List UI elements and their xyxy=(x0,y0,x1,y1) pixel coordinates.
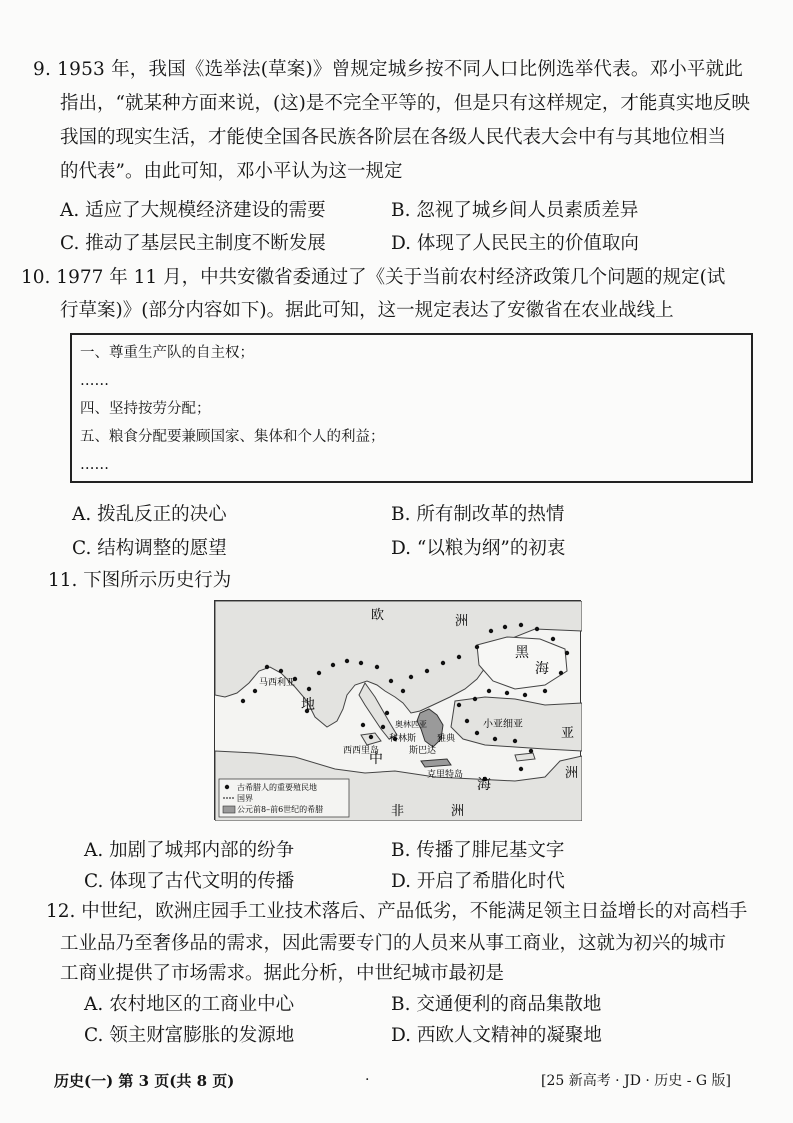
colony-dot xyxy=(381,725,385,729)
colony-dot xyxy=(543,689,547,693)
colony-dot xyxy=(523,693,527,697)
q9-option-d: D. 体现了人民民主的价值取向 xyxy=(391,233,639,254)
q10-option-d: D. “以粮为纲”的初衷 xyxy=(391,538,566,559)
policy-excerpt-box xyxy=(70,333,753,483)
q10-option-a: A. 拨乱反正的决心 xyxy=(72,504,227,525)
map-graphic xyxy=(215,601,582,821)
colony-dot xyxy=(559,671,563,675)
label-black-sea-2: 海 xyxy=(535,661,549,677)
colony-dot xyxy=(265,665,269,669)
colony-dot xyxy=(307,687,311,691)
colony-dot xyxy=(505,691,509,695)
q9-option-a: A. 适应了大规模经济建设的需要 xyxy=(60,200,326,221)
colony-dot xyxy=(317,671,321,675)
label-massalia: 马西利亚 xyxy=(259,678,296,688)
label-africa-2: 洲 xyxy=(451,804,465,819)
colony-dot xyxy=(457,703,461,707)
q12-option-c: C. 领主财富膨胀的发源地 xyxy=(84,1025,295,1046)
q9-stem-line-4: 的代表”。由此可知，邓小平认为这一规定 xyxy=(60,161,403,182)
colony-dot xyxy=(489,629,493,633)
colony-dot xyxy=(345,659,349,663)
colony-dot xyxy=(241,699,245,703)
colony-dot xyxy=(519,623,523,627)
q10-option-c: C. 结构调整的愿望 xyxy=(72,538,227,559)
q11-stem: 11. 下图所示历史行为 xyxy=(48,570,232,591)
label-asia-2: 洲 xyxy=(565,766,579,781)
q12-stem-line-1: 12. 中世纪，欧洲庄园手工业技术落后、产品低劣，不能满足领主日益增长的对高档手 xyxy=(46,901,748,922)
q11-option-a: A. 加剧了城邦内部的纷争 xyxy=(84,840,295,861)
label-asia-minor: 小亚细亚 xyxy=(483,719,523,730)
q10-stem-line-1: 10. 1977 年 11 月，中共安徽省委通过了《关于当前农村经济政策几个问题的规定(试 xyxy=(21,267,726,288)
colony-dot xyxy=(465,719,469,723)
label-europe-2: 洲 xyxy=(455,614,469,629)
q9-option-c: C. 推动了基层民主制度不断发展 xyxy=(60,233,326,254)
excerpt-line: …… xyxy=(80,373,109,389)
colony-dot xyxy=(513,739,517,743)
q12-option-d: D. 西欧人文精神的凝聚地 xyxy=(391,1025,602,1046)
colony-dot xyxy=(529,749,533,753)
label-europe-1: 欧 xyxy=(371,608,385,623)
label-di: 地 xyxy=(301,697,315,713)
colony-dot xyxy=(401,689,405,693)
colony-dot xyxy=(475,645,479,649)
q9-option-b: B. 忽视了城乡间人员素质差异 xyxy=(391,200,639,221)
colony-dot xyxy=(519,767,523,771)
excerpt-line: 四、坚持按劳分配； xyxy=(80,401,211,417)
label-sicily: 西西里岛 xyxy=(343,746,380,756)
colony-dot xyxy=(359,661,363,665)
colony-dot xyxy=(389,679,393,683)
colony-dot xyxy=(503,625,507,629)
colony-dot xyxy=(279,669,283,673)
colony-dot xyxy=(473,697,477,701)
colony-dot xyxy=(425,669,429,673)
q11-option-c: C. 体现了古代文明的传播 xyxy=(84,871,295,892)
label-sparta: 斯巴达 xyxy=(409,746,437,756)
q12-option-b: B. 交通便利的商品集散地 xyxy=(391,994,602,1015)
colony-dot xyxy=(535,627,539,631)
legend-greece-text: 公元前8–前6世纪的希腊 xyxy=(237,805,324,814)
colony-dot xyxy=(253,689,257,693)
legend-border-text: 国界 xyxy=(237,794,253,803)
label-hai: 海 xyxy=(477,777,491,793)
q10-option-b: B. 所有制改革的热情 xyxy=(391,504,565,525)
q11-option-d: D. 开启了希腊化时代 xyxy=(391,871,565,892)
excerpt-line: …… xyxy=(80,457,109,473)
q9-stem-line-2: 指出，“就某种方面来说，(这)是不完全平等的，但是只有这样规定，才能真实地反映 xyxy=(60,93,750,114)
crete-island xyxy=(421,759,451,767)
map-legend xyxy=(219,779,349,817)
q11-option-b: B. 传播了腓尼基文字 xyxy=(391,840,565,861)
label-crete: 克里特岛 xyxy=(427,770,464,780)
label-africa-1: 非 xyxy=(391,804,405,819)
colony-dot xyxy=(565,651,569,655)
excerpt-line: 一、尊重生产队的自主权； xyxy=(80,345,254,361)
label-asia-1: 亚 xyxy=(561,726,575,741)
q9-stem-line-3: 我国的现实生活，才能使全国各民族各阶层在各级人民代表大会中有与其地位相当 xyxy=(60,127,727,148)
colony-dot xyxy=(369,735,373,739)
greek-colonization-map xyxy=(214,600,581,820)
colony-dot xyxy=(361,723,365,727)
page-footer-dot: . xyxy=(365,1068,370,1084)
label-corinth: 科林斯 xyxy=(389,734,417,744)
label-athens: 雅典 xyxy=(437,734,456,744)
legend-colony-symbol xyxy=(225,785,229,789)
q12-stem-line-3: 工商业提供了市场需求。据此分析，中世纪城市最初是 xyxy=(60,963,505,984)
excerpt-line: 五、粮食分配要兼顾国家、集体和个人的利益； xyxy=(80,429,385,445)
legend-greece-symbol xyxy=(223,806,235,813)
q9-stem-line-1: 9. 1953 年，我国《选举法(草案)》曾规定城乡按不同人口比例选举代表。邓小平就此 xyxy=(33,59,744,80)
colony-dot xyxy=(409,675,413,679)
q12-option-a: A. 农村地区的工商业中心 xyxy=(84,994,295,1015)
q10-stem-line-2: 行草案)》(部分内容如下)。据此可知，这一规定表达了安徽省在农业战线上 xyxy=(60,300,674,321)
page-footer-right: [25 新高考 · JD · 历史 - G 版] xyxy=(541,1073,731,1089)
label-olympia: 奥林匹亚 xyxy=(395,720,427,729)
colony-dot xyxy=(493,737,497,741)
colony-dot xyxy=(457,655,461,659)
colony-dot xyxy=(385,711,389,715)
q12-stem-line-2: 工业品乃至奢侈品的需求，因此需要专门的人员来从事工商业，这就为初兴的城市 xyxy=(60,933,727,954)
colony-dot xyxy=(331,663,335,667)
colony-dot xyxy=(441,661,445,665)
colony-dot xyxy=(375,665,379,669)
label-black-sea-1: 黑 xyxy=(515,645,529,661)
colony-dot xyxy=(551,637,555,641)
colony-dot xyxy=(475,731,479,735)
colony-dot xyxy=(487,689,491,693)
legend-colony-text: 古希腊人的重要殖民地 xyxy=(237,783,317,792)
page-footer-left: 历史(一) 第 3 页(共 8 页) xyxy=(54,1072,235,1090)
cyprus-island xyxy=(515,753,535,761)
label-zhong: 中 xyxy=(369,751,383,767)
